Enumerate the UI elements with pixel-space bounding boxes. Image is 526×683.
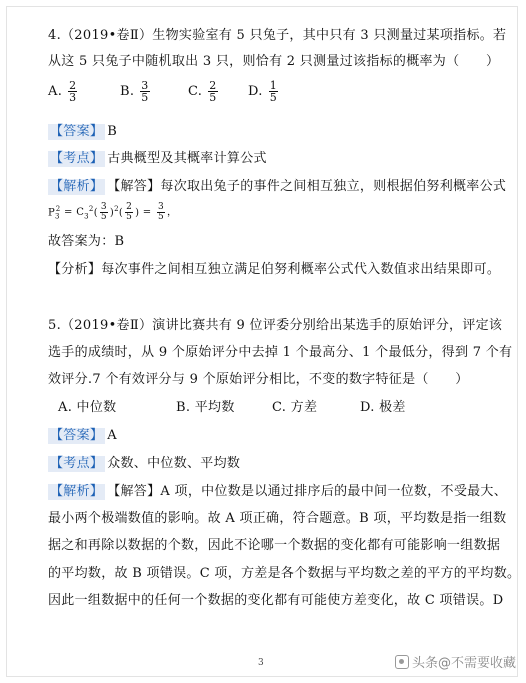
option-letter: D. <box>248 83 263 99</box>
answer-value: A <box>107 428 117 443</box>
q4-option-a <box>48 80 79 103</box>
formula-sub: 3 <box>55 212 60 221</box>
denominator: 5 <box>126 212 133 223</box>
formula-p <box>48 201 61 224</box>
page-number: 3 <box>258 658 264 668</box>
q5-stem-line-3: 效评分.7 个有效评分与 9 个原始评分相比，不变的数字特征是（ ） <box>48 372 469 387</box>
q4-analysis <box>48 179 506 195</box>
formula-end: ， <box>167 206 178 218</box>
answer-tag: 【答案】 <box>50 124 104 139</box>
q5-analysis-line-5: 因此一组数据中的任何一个数据的变化都有可能使方差变化，故 C 项错误。D <box>48 593 504 608</box>
numerator: 3 <box>141 79 149 92</box>
option-letter: B. <box>120 83 135 99</box>
q4-option-d <box>248 80 280 103</box>
formula-frac-b <box>125 203 133 222</box>
formula-exp-a: 2 <box>114 205 119 213</box>
q4-point <box>48 151 267 167</box>
q5-analysis-line-2: 最小两个极端数值的影响。故 A 项正确，符合题意。B 项，平均数是指一组数 <box>48 511 507 526</box>
q4-summary: 【分析】每次事件之间相互独立满足伯努利概率公式代入数值求出结果即可。 <box>48 262 501 277</box>
numerator: 2 <box>209 79 217 92</box>
numerator: 3 <box>100 202 107 213</box>
formula-equals: = <box>139 206 155 218</box>
option-letter: C. <box>188 83 203 99</box>
q4-answer <box>48 124 117 140</box>
formula-frac-a <box>100 203 108 222</box>
formula-c-sup: 2 <box>88 205 94 213</box>
q5-analysis <box>48 484 507 500</box>
point-value: 众数、中位数、平均数 <box>107 456 241 471</box>
formula-prefix: P <box>48 207 56 219</box>
q4-option-c <box>188 80 220 103</box>
numerator: 2 <box>69 79 77 92</box>
toutiao-logo-icon <box>395 655 409 669</box>
option-fraction <box>269 80 278 103</box>
option-fraction <box>208 80 217 103</box>
analysis-text: 【解答】A 项，中位数是以通过排序后的最中间一位数，不受最大、 <box>107 484 508 499</box>
q5-stem-line-1: 5.（2019•卷Ⅱ）演讲比赛共有 9 位评委分别给出某选手的原始评分，评定该 <box>48 318 503 333</box>
formula-sup: 2 <box>55 205 61 214</box>
q5-option-c: C. 方差 <box>272 400 318 415</box>
analysis-text: 【解答】每次取出兔子的事件之间相互独立，则根据伯努利概率公式 <box>107 179 507 194</box>
numerator: 3 <box>157 202 164 213</box>
formula-result <box>157 203 165 222</box>
formula-mid: = C <box>60 206 85 218</box>
numerator: 2 <box>126 202 133 213</box>
denominator: 5 <box>141 91 149 104</box>
q5-answer <box>48 428 117 444</box>
q5-stem-line-2: 选手的成绩时，从 9 个原始评分中去掉 1 个最高分、1 个最低分，得到 7 个有 <box>48 345 513 360</box>
point-value: 古典概型及其概率计算公式 <box>107 151 267 166</box>
watermark-text: 头条@不需要收藏 <box>411 656 516 671</box>
formula-c-sub: 3 <box>84 212 89 221</box>
point-tag: 【考点】 <box>50 151 104 166</box>
q4-option-b <box>120 80 152 103</box>
option-letter: A. <box>48 83 63 99</box>
denominator: 5 <box>157 212 164 223</box>
q4-conclusion: 故答案为：B <box>48 234 125 249</box>
option-fraction <box>68 80 77 103</box>
denominator: 5 <box>100 212 107 223</box>
q4-formula: $P_3^2 = C_3^2$( $\frac{3}{5}$ )$^2$( $\frac{2}{5}$ ) = $\frac{3}{5}$ ， <box>48 201 177 227</box>
numerator: 1 <box>269 79 278 92</box>
q5-option-d: D. 极差 <box>360 400 406 415</box>
q5-option-b: B. 平均数 <box>176 400 235 415</box>
q5-option-a: A. 中位数 <box>58 400 117 415</box>
point-tag: 【考点】 <box>50 456 104 471</box>
q4-stem-line-2: 从这 5 只兔子中随机取出 3 只，则恰有 2 只测量过该指标的概率为（ ） <box>48 54 500 69</box>
watermark <box>395 652 516 671</box>
denominator: 5 <box>269 91 278 104</box>
analysis-tag: 【解析】 <box>50 179 104 194</box>
q4-stem-line-1: 4.（2019•卷Ⅱ）生物实验室有 5 只兔子，其中只有 3 只测量过某项指标。若 <box>48 28 507 43</box>
answer-value: B <box>107 124 118 139</box>
q5-point <box>48 456 240 472</box>
q5-analysis-line-3: 据之和再除以数据的个数，因此不论哪一个数据的变化都有可能影响一组数据 <box>48 538 501 553</box>
option-fraction <box>140 80 149 103</box>
denominator: 5 <box>209 91 217 104</box>
denominator: 3 <box>69 91 77 104</box>
q5-analysis-line-4: 的平均数，故 B 项错误。C 项，方差是各个数据与平均数之差的平方的平均数。 <box>48 566 521 581</box>
answer-tag: 【答案】 <box>50 428 104 443</box>
analysis-tag: 【解析】 <box>50 484 104 499</box>
